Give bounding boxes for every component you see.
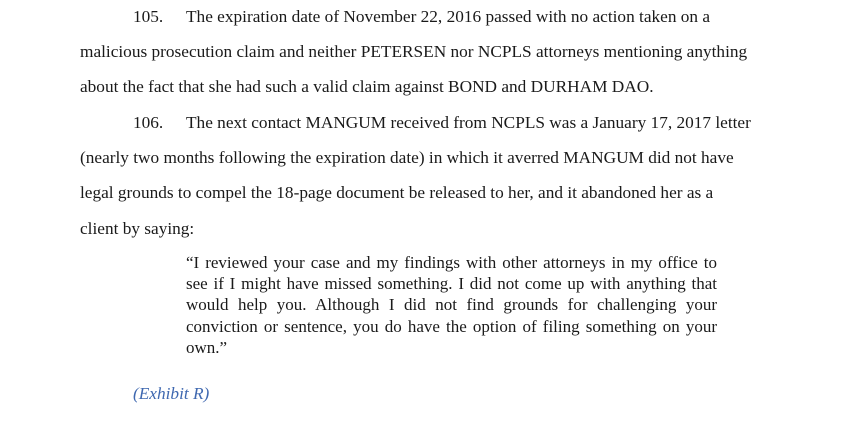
quote-line: “I reviewed your case and my findings with other attorneys in my office to	[186, 253, 717, 272]
paragraph-line: malicious prosecution claim and neither PETERSEN nor NCPLS attorneys mentioning anything	[80, 42, 748, 61]
paragraph-line: The expiration date of November 22, 2016 passed with no action taken on a	[186, 7, 711, 26]
quote-line: conviction or sentence, you do have the option of filing something on your	[186, 317, 717, 336]
paragraph-line: The next contact MANGUM received from NCPLS was a January 17, 2017 letter	[186, 113, 751, 132]
paragraph-number: 106.	[133, 113, 164, 132]
quote-line: would help you. Although I did not find grounds for challenging your	[186, 295, 717, 314]
paragraph-number: 105.	[133, 7, 164, 26]
paragraph-line: (nearly two months following the expiration date) in which it averred MANGUM did not have	[80, 148, 734, 167]
quote-line: see if I might have missed something. I did not come up with anything that	[186, 274, 717, 293]
quote-line: own.”	[186, 338, 228, 357]
paragraph-line: legal grounds to compel the 18-page document be released to her, and it abandoned her as a	[80, 183, 714, 202]
paragraph-line: about the fact that she had such a valid claim against BOND and DURHAM DAO.	[80, 77, 654, 96]
exhibit-reference: (Exhibit R)	[133, 384, 210, 403]
paragraph-line: client by saying:	[80, 219, 195, 238]
